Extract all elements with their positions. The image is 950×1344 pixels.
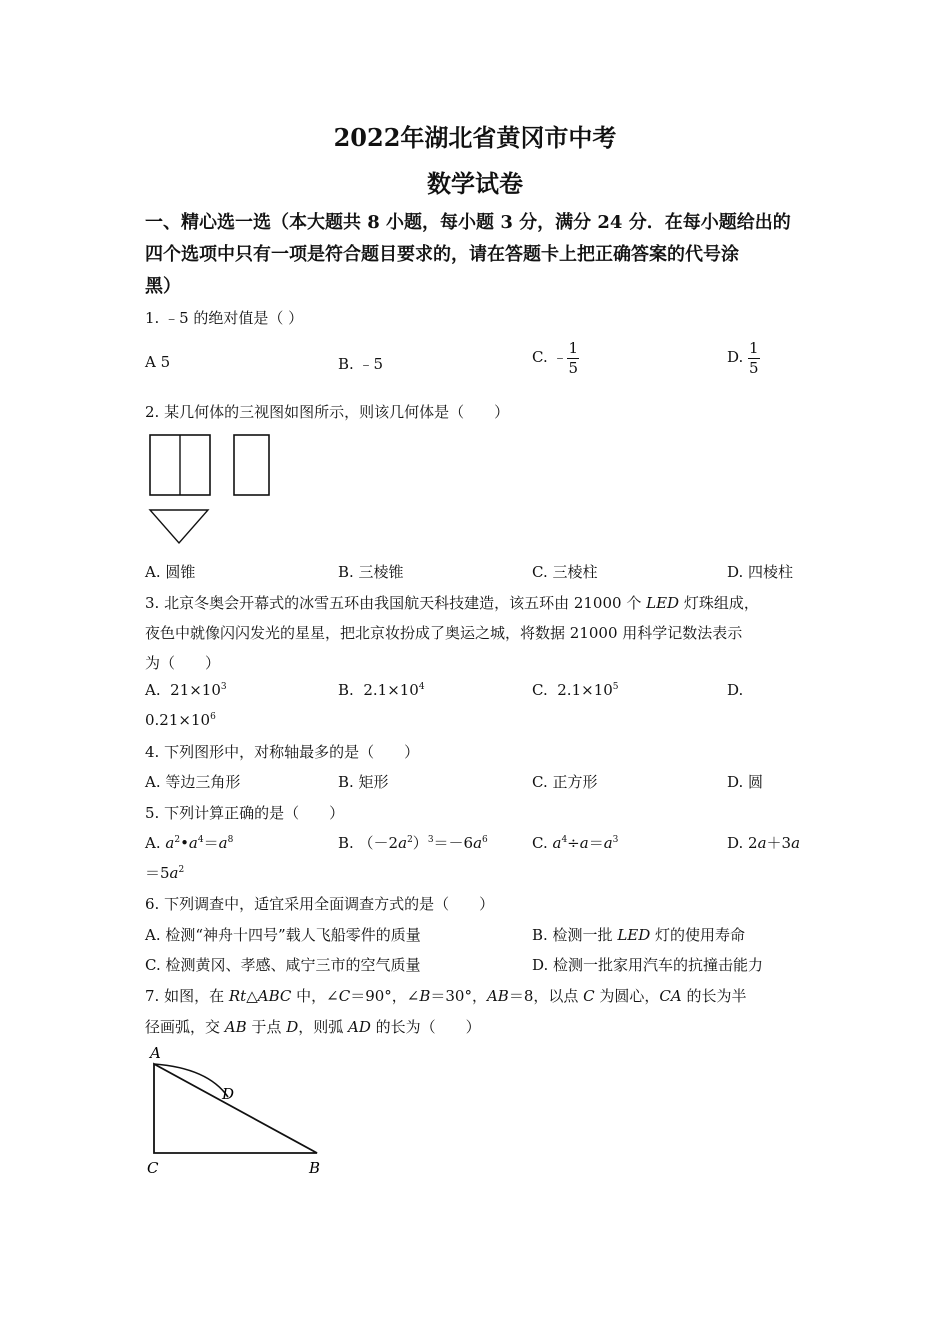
option-label: A. bbox=[145, 681, 161, 699]
question-5-option-c bbox=[532, 832, 618, 853]
question-1-option-d bbox=[727, 340, 760, 376]
question-2-stem: 2. 某几何体的三视图如图所示，则该几何体是（ ） bbox=[145, 403, 510, 421]
operator: ÷ bbox=[567, 834, 580, 852]
denominator: 5 bbox=[568, 358, 579, 377]
variable: a bbox=[757, 834, 767, 852]
question-4-stem: 4. 下列图形中，对称轴最多的是（ ） bbox=[145, 743, 420, 761]
italic-text: AB bbox=[224, 1018, 247, 1036]
variable: a bbox=[473, 834, 483, 852]
option-label: C. bbox=[532, 681, 548, 699]
section-heading-line2: 四个选项中只有一项是符合题目要求的，请在答题卡上把正确答案的代号涂 bbox=[145, 244, 739, 265]
exponent: 6 bbox=[210, 712, 216, 722]
text: ＝30°， bbox=[430, 987, 487, 1005]
exponent: 4 bbox=[561, 835, 568, 845]
question-5-option-d-continued bbox=[145, 862, 184, 883]
exponent: 2 bbox=[174, 835, 181, 845]
exponent: 8 bbox=[227, 835, 234, 845]
option-base: 21×10 bbox=[170, 681, 221, 699]
question-7-line1 bbox=[145, 985, 747, 1006]
exam-subtitle: 数学试卷 bbox=[427, 169, 523, 198]
italic-text: CA bbox=[659, 987, 682, 1005]
italic-text: LED bbox=[617, 926, 651, 944]
text: ＝90°，∠ bbox=[350, 987, 420, 1005]
text: 3. 北京冬奥会开幕式的冰雪五环由我国航天科技建造，该五环由 21000 个 bbox=[145, 594, 647, 612]
point-label-d: D bbox=[222, 1085, 235, 1103]
text: ＝5 bbox=[145, 864, 170, 882]
question-2-option-c: C. 三棱柱 bbox=[532, 563, 598, 581]
question-6-stem: 6. 下列调查中，适宜采用全面调查方式的是（ ） bbox=[145, 895, 495, 913]
text: ） bbox=[412, 834, 428, 852]
side-view bbox=[234, 435, 269, 495]
exponent: 3 bbox=[220, 682, 227, 692]
top-view bbox=[150, 510, 208, 543]
question-2-option-d: D. 四棱柱 bbox=[727, 563, 794, 581]
question-4-option-d: D. 圆 bbox=[727, 773, 764, 791]
variable: a bbox=[579, 834, 589, 852]
variable: a bbox=[398, 834, 408, 852]
question-1-option-c bbox=[532, 340, 579, 376]
exponent: 4 bbox=[418, 682, 425, 692]
question-1-stem: 1. ﹣5 的绝对值是（ ） bbox=[145, 309, 304, 327]
variable: a bbox=[552, 834, 562, 852]
question-5-option-b bbox=[338, 832, 488, 853]
arc-ad bbox=[154, 1064, 228, 1097]
question-3-option-d-label: D. bbox=[727, 681, 744, 699]
option-label: A. bbox=[145, 834, 166, 852]
variable: a bbox=[169, 864, 179, 882]
italic-text: C bbox=[338, 987, 351, 1005]
question-5-stem: 5. 下列计算正确的是（ ） bbox=[145, 804, 345, 822]
question-6-option-c: C. 检测黄冈、孝感、咸宁三市的空气质量 bbox=[145, 956, 421, 974]
text: 7. 如图，在 bbox=[145, 987, 229, 1005]
three-view-figure bbox=[140, 428, 280, 552]
question-3-option-a bbox=[145, 681, 227, 699]
exam-title: 2022年湖北省黄冈市中考 bbox=[333, 123, 617, 152]
text: B. （－2 bbox=[338, 834, 399, 852]
question-3-line3: 为（ ） bbox=[145, 654, 221, 672]
section-heading-line3: 黑） bbox=[145, 276, 181, 297]
question-4-option-b: B. 矩形 bbox=[338, 773, 389, 791]
question-2-option-b: B. 三棱锥 bbox=[338, 563, 404, 581]
numerator: 1 bbox=[568, 339, 579, 357]
text: 灯珠组成， bbox=[679, 594, 759, 612]
italic-text: LED bbox=[646, 594, 680, 612]
exponent: 2 bbox=[407, 835, 413, 845]
question-3-option-d-value bbox=[145, 711, 216, 729]
text: 为圆心， bbox=[594, 987, 660, 1005]
variable: a bbox=[218, 834, 228, 852]
exponent: 3 bbox=[612, 835, 619, 845]
triangle-arc-figure bbox=[140, 1042, 340, 1182]
question-6-option-d: D. 检测一批家用汽车的抗撞击能力 bbox=[532, 956, 764, 974]
italic-text: D bbox=[286, 1018, 299, 1036]
fraction bbox=[567, 340, 579, 376]
text: ＝－6 bbox=[433, 834, 474, 852]
question-2-option-a: A. 圆锥 bbox=[145, 563, 196, 581]
text: ＝8，以点 bbox=[508, 987, 584, 1005]
question-3-option-c bbox=[532, 681, 619, 699]
question-3-option-b bbox=[338, 681, 425, 699]
option-base: 2.1×10 bbox=[557, 681, 613, 699]
question-1-option-b: B. ﹣5 bbox=[338, 355, 384, 373]
question-6-option-a: A. 检测“神舟十四号”载人飞船零件的质量 bbox=[145, 926, 421, 944]
option-d-prefix: D. bbox=[727, 348, 749, 366]
italic-text: AB bbox=[486, 987, 509, 1005]
text: 径画弧，交 bbox=[145, 1018, 225, 1036]
exponent: 3 bbox=[427, 835, 434, 845]
question-3-line2: 夜色中就像闪闪发光的星星，把北京妆扮成了奥运之城，将数据 21000 用科学记数法表示 bbox=[145, 624, 743, 642]
exponent: 6 bbox=[482, 835, 488, 845]
variable: a bbox=[188, 834, 198, 852]
option-base: 0.21×10 bbox=[145, 711, 211, 729]
question-5-option-a bbox=[145, 832, 233, 853]
denominator: 5 bbox=[749, 358, 759, 377]
point-label-c: C bbox=[147, 1159, 159, 1177]
text: B. 检测一批 bbox=[532, 926, 618, 944]
numerator: 1 bbox=[749, 339, 759, 357]
italic-text: AD bbox=[348, 1018, 371, 1036]
question-5-option-d bbox=[727, 832, 800, 853]
variable: a bbox=[603, 834, 613, 852]
text: 于点 bbox=[246, 1018, 287, 1036]
section-heading-line1: 一、精心选一选（本大题共 8 小题，每小题 3 分，满分 24 分．在每小题给出的 bbox=[145, 212, 791, 233]
text: 的长为（ ） bbox=[370, 1018, 481, 1036]
text: 灯的使用寿命 bbox=[650, 926, 746, 944]
italic-text: Rt bbox=[228, 987, 247, 1005]
option-label: C. bbox=[532, 834, 553, 852]
text: D. 2 bbox=[727, 834, 758, 852]
italic-text: B bbox=[419, 987, 431, 1005]
point-label-b: B bbox=[309, 1159, 321, 1177]
variable: a bbox=[165, 834, 175, 852]
italic-text: C bbox=[583, 987, 595, 1005]
operator: ＝ bbox=[588, 834, 604, 852]
option-label: B. bbox=[338, 681, 354, 699]
question-1-option-a: A 5 bbox=[145, 353, 171, 371]
operator: • bbox=[180, 834, 189, 852]
option-c-prefix: C. ﹣ bbox=[532, 348, 568, 366]
exponent: 2 bbox=[178, 865, 185, 875]
question-4-option-a: A. 等边三角形 bbox=[145, 773, 241, 791]
fraction bbox=[748, 340, 760, 376]
exponent: 4 bbox=[197, 835, 204, 845]
question-7-line2 bbox=[145, 1016, 481, 1037]
point-label-a: A bbox=[150, 1044, 161, 1062]
question-6-option-b bbox=[532, 924, 745, 945]
text: 的长为半 bbox=[681, 987, 747, 1005]
text: △ bbox=[246, 987, 258, 1005]
question-3-line1 bbox=[145, 592, 759, 613]
right-triangle bbox=[154, 1064, 317, 1153]
exponent: 5 bbox=[612, 682, 619, 692]
text: ，则弧 bbox=[298, 1018, 348, 1036]
text: ＋3 bbox=[766, 834, 792, 852]
italic-text: ABC bbox=[257, 987, 292, 1005]
question-4-option-c: C. 正方形 bbox=[532, 773, 598, 791]
operator: ＝ bbox=[203, 834, 219, 852]
variable: a bbox=[791, 834, 801, 852]
text: 中，∠ bbox=[291, 987, 339, 1005]
option-base: 2.1×10 bbox=[363, 681, 419, 699]
